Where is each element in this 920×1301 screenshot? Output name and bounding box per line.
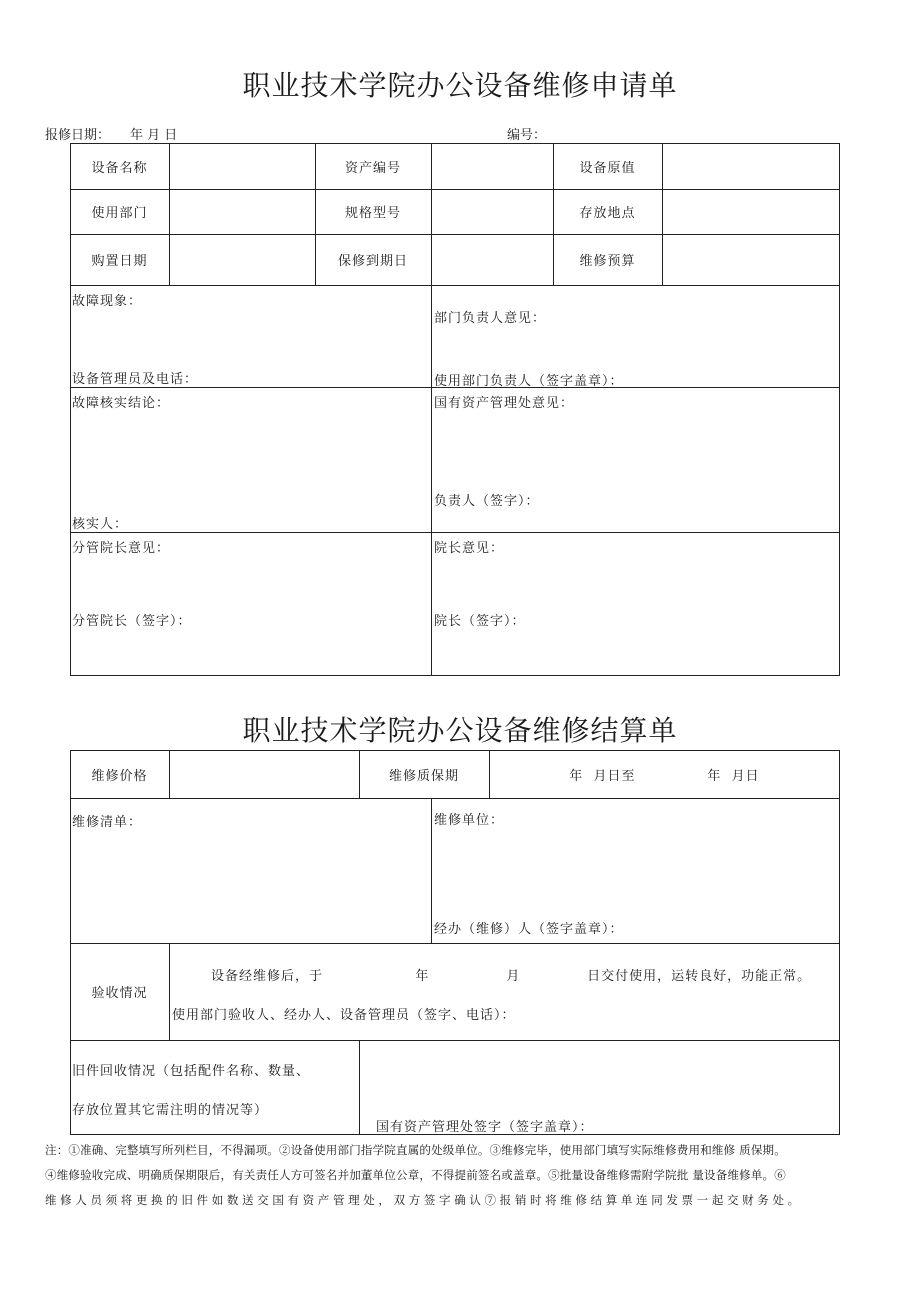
device-name-label: 设备名称 — [91, 160, 148, 176]
using-dept-label: 使用部门 — [91, 206, 148, 221]
president-opinion-label: 院长意见： — [434, 541, 505, 556]
spec-model-field[interactable] — [432, 190, 552, 234]
handler-sign-label: 经办（维修）人（签字盖章）： — [434, 922, 624, 937]
warranty-period-label: 维修质保期 — [388, 768, 459, 784]
repair-unit-label: 维修单位： — [434, 813, 505, 828]
using-dept-field[interactable] — [170, 190, 314, 234]
settlement-title: 职业技术学院办公设备维修结算单 — [242, 714, 678, 747]
report-date-value: 年 月 日 — [130, 128, 178, 143]
verifier-label: 核实人： — [72, 517, 129, 532]
warranty-due-field[interactable] — [432, 235, 552, 285]
location-label: 存放地点 — [579, 206, 636, 221]
asset-no-field[interactable] — [432, 144, 552, 189]
device-name-field[interactable] — [170, 144, 314, 189]
acceptance-sign-label: 使用部门验收人、经办人、设备管理员（签字、电话）： — [172, 1008, 516, 1023]
warranty-period-value[interactable]: 年 月日至 年 月日 — [569, 768, 760, 784]
note-line-3: 维 修 人 员 须 将 更 换 的 旧 件 如 数 送 交 国 有 资 产 管 理 处 ， 双 方 签 字 确 认 ⑦ 报 销 时 将 维 修 结 算 单 连 同 发 票 一 起 交 财 务 处 。 — [45, 1193, 800, 1207]
acceptance-text: 设备经维修后，于 年 月 日交付使用，运转良好，功能正常。 — [211, 969, 812, 984]
warranty-due-label: 保修到期日 — [337, 254, 408, 269]
admin-phone-label: 设备管理员及电话： — [72, 372, 199, 387]
repair-price-label: 维修价格 — [91, 768, 148, 784]
original-value-field[interactable] — [663, 144, 839, 189]
vp-sign-label: 分管院长（签字）： — [72, 614, 192, 629]
original-value-label: 设备原值 — [579, 160, 636, 176]
dept-opinion-label: 部门负责人意见： — [434, 311, 547, 326]
acceptance-label: 验收情况 — [91, 986, 148, 1001]
dept-head-sign-label: 使用部门负责人（签字盖章）： — [434, 374, 624, 389]
state-asset-opinion-label: 国有资产管理处意见： — [434, 396, 575, 411]
note-line-2: ④维修验收完成、明确质保期限后，有关责任人方可签名并加董单位公章，不得提前签名或盖章。⑤批量设备维修需附学院批 量设备维修单。⑥ — [45, 1168, 786, 1182]
purchase-date-label: 购置日期 — [91, 254, 148, 269]
repair-budget-label: 维修预算 — [579, 254, 636, 269]
president-sign-label: 院长（签字）： — [434, 614, 526, 629]
old-parts-line1: 旧件回收情况（包括配件名称、数量、 — [72, 1064, 311, 1079]
serial-label: 编号： — [507, 128, 547, 143]
fault-label: 故障现象： — [72, 294, 143, 309]
repair-budget-field[interactable] — [663, 235, 839, 285]
repair-list-label: 维修清单： — [72, 815, 143, 830]
vp-opinion-label: 分管院长意见： — [72, 541, 171, 556]
report-date-label: 报修日期： — [45, 128, 111, 143]
repair-price-field[interactable] — [170, 751, 358, 798]
location-field[interactable] — [663, 190, 839, 234]
asset-no-label: 资产编号 — [344, 160, 401, 176]
request-title: 职业技术学院办公设备维修申请单 — [242, 69, 678, 102]
spec-model-label: 规格型号 — [344, 206, 401, 221]
verify-conclusion-label: 故障核实结论： — [72, 396, 171, 411]
purchase-date-field[interactable] — [170, 235, 314, 285]
old-parts-line2: 存放位置其它需注明的情况等） — [72, 1103, 269, 1118]
note-line-1: 注：①准确、完整填写所列栏目，不得漏项。②设备使用部门指学院直属的处级单位。③维修完毕，使用部门填写实际维修费用和维修 质保期。 — [45, 1143, 786, 1157]
owner-sign-label: 负责人（签字）： — [434, 494, 540, 509]
state-asset-sign-label: 国有资产管理处签字（签字盖章）： — [376, 1120, 594, 1135]
